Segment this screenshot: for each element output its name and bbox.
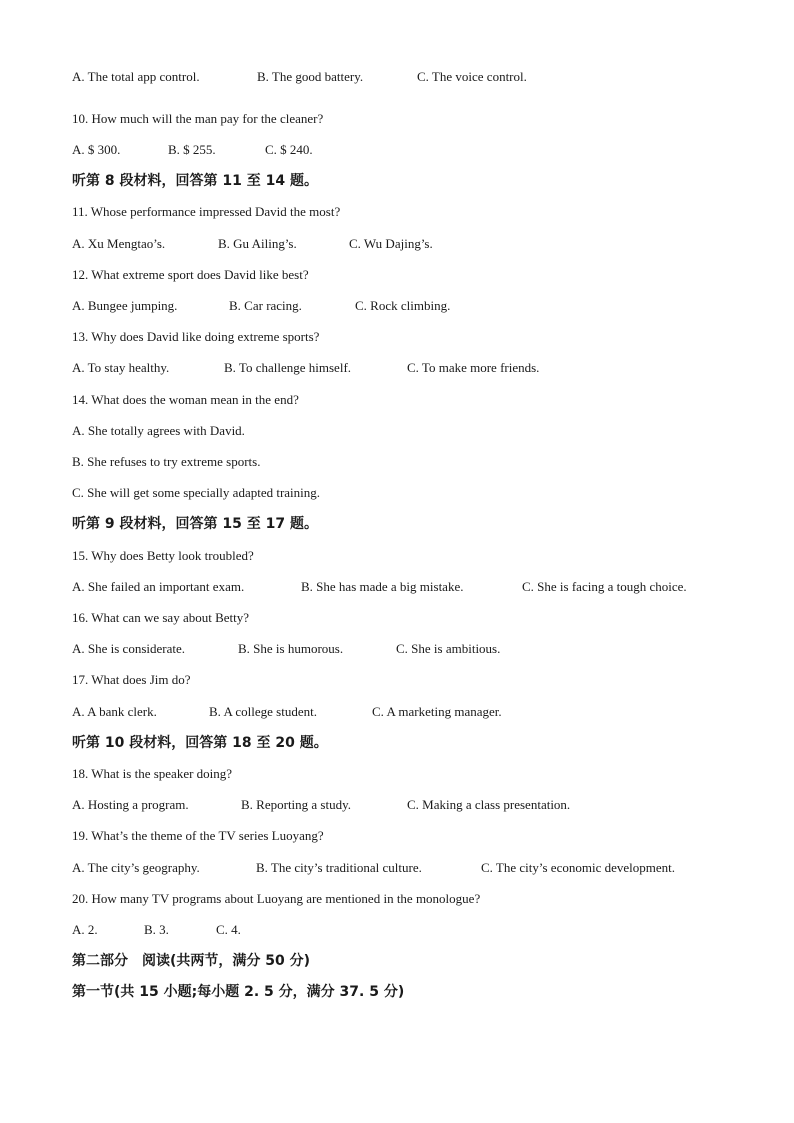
q10-option-a: A. $ 300.: [72, 142, 121, 157]
part-2-section-1-heading: 第一节(共 15 小题;每小题 2. 5 分，满分 37. 5 分): [72, 984, 405, 1000]
q14-option-b: B. She refuses to try extreme sports.: [72, 454, 261, 469]
q18-question: 18. What is the speaker doing?: [72, 766, 233, 781]
q15-option-c: C. She is facing a tough choice.: [522, 579, 687, 594]
q14-option-c: C. She will get some specially adapted training.: [72, 485, 321, 500]
q10-option-c: C. $ 240.: [265, 142, 313, 157]
q20-question: 20. How many TV programs about Luoyang are mentioned in the monologue?: [72, 891, 481, 906]
q19-question: 19. What’s the theme of the TV series Luoyang?: [72, 828, 324, 843]
q19-option-a: A. The city’s geography.: [72, 860, 200, 875]
section-9-heading: 听第 9 段材料，回答第 15 至 17 题。: [72, 516, 318, 532]
section-10-heading: 听第 10 段材料，回答第 18 至 20 题。: [72, 735, 328, 751]
q10-question: 10. How much will the man pay for the cleaner?: [72, 111, 324, 126]
q19-option-c: C. The city’s economic development.: [481, 860, 675, 875]
q16-option-c: C. She is ambitious.: [396, 641, 501, 656]
q11-option-a: A. Xu Mengtao’s.: [72, 236, 166, 251]
q14-question: 14. What does the woman mean in the end?: [72, 392, 299, 407]
q12-question: 12. What extreme sport does David like best?: [72, 267, 309, 282]
q10-option-b: B. $ 255.: [168, 142, 216, 157]
q16-question: 16. What can we say about Betty?: [72, 610, 250, 625]
q20-option-b: B. 3.: [144, 922, 169, 937]
q19-option-b: B. The city’s traditional culture.: [256, 860, 422, 875]
q11-option-b: B. Gu Ailing’s.: [218, 236, 297, 251]
q13-option-c: C. To make more friends.: [407, 360, 540, 375]
q20-option-c: C. 4.: [216, 922, 241, 937]
q13-option-a: A. To stay healthy.: [72, 360, 170, 375]
q16-option-a: A. She is considerate.: [72, 641, 186, 656]
q12-option-a: A. Bungee jumping.: [72, 298, 178, 313]
q17-option-c: C. A marketing manager.: [372, 704, 502, 719]
q20-option-a: A. 2.: [72, 922, 98, 937]
q17-option-b: B. A college student.: [209, 704, 317, 719]
q14-option-a: A. She totally agrees with David.: [72, 423, 245, 438]
q9-option-a: A. The total app control.: [72, 69, 200, 84]
q18-option-b: B. Reporting a study.: [241, 797, 352, 812]
q17-question: 17. What does Jim do?: [72, 672, 191, 687]
q13-option-b: B. To challenge himself.: [224, 360, 352, 375]
q18-option-a: A. Hosting a program.: [72, 797, 189, 812]
q9-option-b: B. The good battery.: [257, 69, 364, 84]
section-8-heading: 听第 8 段材料，回答第 11 至 14 题。: [72, 173, 318, 189]
q11-question: 11. Whose performance impressed David the most?: [72, 204, 341, 219]
q15-question: 15. Why does Betty look troubled?: [72, 548, 254, 563]
q12-option-b: B. Car racing.: [229, 298, 302, 313]
q11-option-c: C. Wu Dajing’s.: [349, 236, 433, 251]
q9-option-c: C. The voice control.: [417, 69, 527, 84]
q16-option-b: B. She is humorous.: [238, 641, 344, 656]
q18-option-c: C. Making a class presentation.: [407, 797, 571, 812]
q12-option-c: C. Rock climbing.: [355, 298, 451, 313]
q15-option-a: A. She failed an important exam.: [72, 579, 245, 594]
q13-question: 13. Why does David like doing extreme sports?: [72, 329, 320, 344]
part-2-heading: 第二部分 阅读(共两节，满分 50 分): [72, 953, 311, 969]
q15-option-b: B. She has made a big mistake.: [301, 579, 464, 594]
q17-option-a: A. A bank clerk.: [72, 704, 157, 719]
